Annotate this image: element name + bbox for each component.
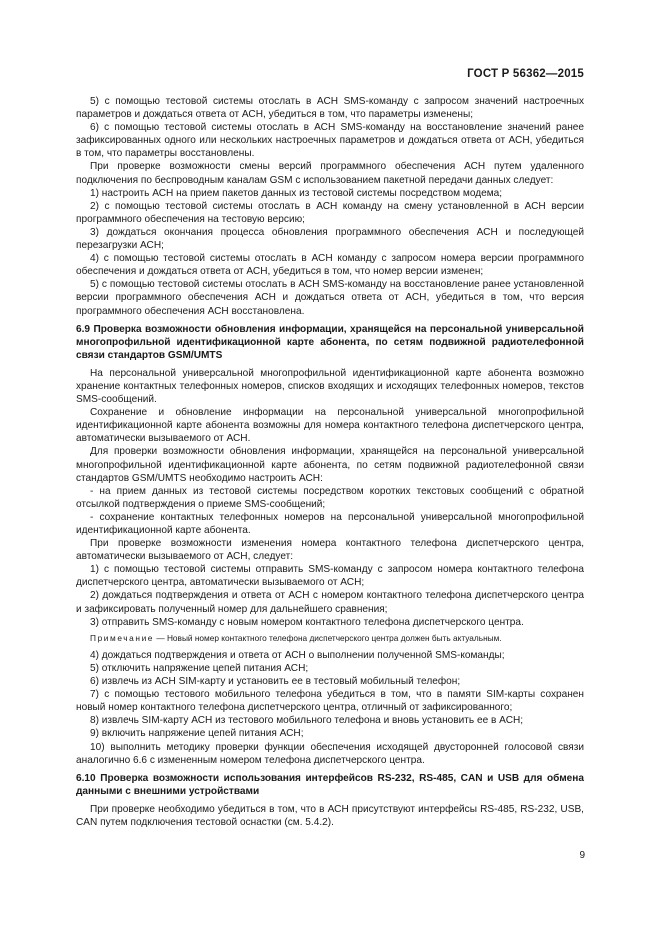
page-number: 9 <box>579 850 585 861</box>
list-item: 10) выполнить методику проверки функции обеспечения исходящей двусторонней голосовой связи аналогично 6.6 с измененным номером телефона диспетчерского центра. <box>76 741 584 766</box>
list-item: 4) дождаться подтверждения и ответа от АСН о выполнении полученной SMS-команды; <box>90 649 505 661</box>
list-item: 5) с помощью тестовой системы отослать в АСН SMS-команду с запросом значений настроечных параметров и дождаться ответа от АСН, убедиться в том, что параметры изменены; <box>76 96 584 121</box>
paragraph: На персональной универсальной многопрофильной идентификационной карте абонента возможно хранение контактных телефонных номеров, списков входящих и исходящих телефонных номеров, текстов SMS-сообщений. <box>76 367 584 406</box>
list-item: 6) извлечь из АСН SIM-карту и установить ее в тестовый мобильный телефон; <box>90 676 461 688</box>
section-heading-6-9: 6.9 Проверка возможности обновления информации, хранящейся на персональной универсальной многопрофильной идентификационной карте абонента, по сетям подвижной радиотелефонной связи стандартов GSM/UMTS <box>76 323 584 361</box>
paragraph: При проверке возможности изменения номера контактного телефона диспетчерского центра, автоматически вызываемого от АСН, следует: <box>76 538 584 563</box>
list-item: 3) отправить SMS-команду с новым номером контактного телефона диспетчерского центра. <box>90 616 524 628</box>
list-item: 9) включить напряжение цепей питания АСН; <box>90 728 304 740</box>
list-item: 5) с помощью тестовой системы отослать в АСН SMS-команду на восстановление ранее установленной версии программного обеспечения АСН и дождаться ответа от АСН, убедиться в том, что версия программного обеспечения АСН восстановлена. <box>76 279 584 317</box>
note-text: — Новый номер контактного телефона диспетчерского центра должен быть актуальным. <box>154 632 502 643</box>
list-item: - на прием данных из тестовой системы посредством коротких текстовых сообщений с обратной отсылкой подтверждения о приеме SMS-сообщений; <box>76 485 584 510</box>
paragraph: Для проверки возможности обновления информации, хранящейся на персональной универсальной многопрофильной идентификационной карте абонента, по сетям подвижной радиотелефонной связи стандартов GSM/UMTS необходимо настроить АСН: <box>76 446 584 484</box>
list-item: 3) дождаться окончания процесса обновления программного обеспечения АСН и последующей перезагрузки АСН; <box>76 226 584 252</box>
note <box>76 632 584 645</box>
page-content <box>76 95 584 829</box>
list-item: 6) с помощью тестовой системы отослать в АСН SMS-команду на восстановление значений ранее зафиксированных одного или нескольких настроечных параметров и дождаться ответа от АСН, убедиться в том, что параметры восстановлены. <box>76 122 584 160</box>
note-lead: Примечание <box>90 632 155 643</box>
list-item: 5) отключить напряжение цепей питания АСН; <box>90 662 309 674</box>
standard-header: ГОСТ Р 56362—2015 <box>467 68 584 80</box>
list-item: 4) с помощью тестовой системы отослать в АСН команду с запросом номера версии программного обеспечения и дождаться ответа от АСН, убедиться в том, что номер версии изменен; <box>76 253 584 278</box>
paragraph: При проверке возможности смены версий программного обеспечения АСН путем удаленного подключения по беспроводным каналам GSM с использованием пакетной передачи данных следует: <box>76 161 584 186</box>
list-item: - сохранение контактных телефонных номеров на персональной универсальной многопрофильной идентификационной карте абонента. <box>76 511 584 536</box>
list-item: 2) дождаться подтверждения и ответа от АСН с номером контактного телефона диспетчерского центра и зафиксировать полученный номер для дальнейшего сравнения; <box>76 590 584 615</box>
paragraph: Сохранение и обновление информации на персональной универсальной многопрофильной идентификационной карте абонента возможны для номера контактного телефона диспетчерского центра, автоматически вызываемого от АСН. <box>76 407 584 445</box>
section-heading-6-10: 6.10 Проверка возможности использования интерфейсов RS-232, RS-485, CAN и USB для обмена данными с внешними устройствами <box>76 772 584 797</box>
list-item: 8) извлечь SIM-карту АСН из тестового мобильного телефона и вновь установить ее в АСН; <box>90 715 524 727</box>
list-item: 2) с помощью тестовой системы отослать в АСН команду на смену установленной в АСН версии программного обеспечения на тестовую версию; <box>76 200 584 225</box>
list-item: 1) с помощью тестовой системы отправить SMS-команду с запросом номера контактного телефона диспетчерского центра, автоматически вызываемого от АСН; <box>76 564 584 589</box>
paragraph: При проверке необходимо убедиться в том, что в АСН присутствуют интерфейсы RS-485, RS-232, USB, CAN путем подключения тестовой оснастки (см. 5.4.2). <box>76 803 584 828</box>
list-item: 7) с помощью тестового мобильного телефона убедиться в том, что в памяти SIM-карты сохранен новый номер контактного телефона диспетчерского центра, отличный от зафиксированного; <box>76 689 584 714</box>
list-item: 1) настроить АСН на прием пакетов данных из тестовой системы посредством модема; <box>90 187 503 199</box>
